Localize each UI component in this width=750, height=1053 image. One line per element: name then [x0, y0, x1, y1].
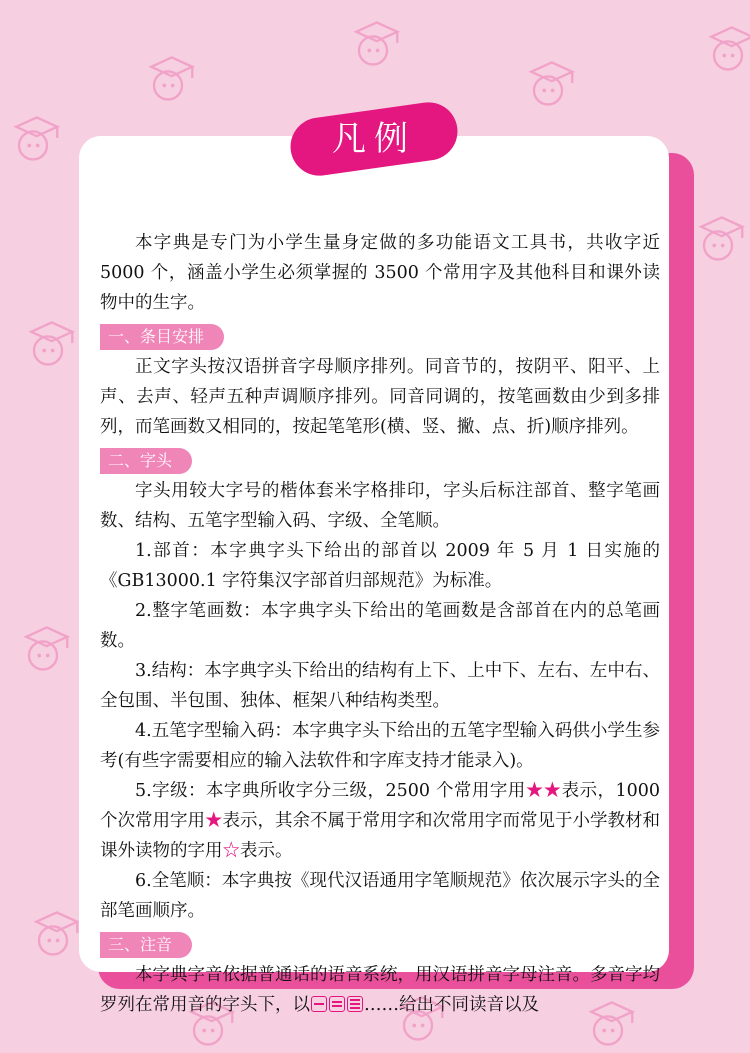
- section2-item4: 4.五笔字型输入码：本字典字头下给出的五笔字型输入码供小学生参考(有些字需要相应的输入法软件和字库支持才能录入)。: [100, 721, 660, 771]
- content-body: [100, 228, 660, 1020]
- item5-text-c: 表示，其余不属于常用字和次常用字而常见于小学教材和课外读物的字用: [100, 811, 660, 861]
- graduate-face-icon: [25, 905, 81, 961]
- item5-text-b: 表示，1000 个次常用字用: [100, 781, 661, 831]
- graduate-face-icon: [20, 315, 76, 371]
- section3-text-a: 本字典字音依据普通话的语音系统，用汉语拼音字母注音。多音字均罗列在常用音的字头下，以: [100, 965, 660, 1015]
- section2-item3: 3.结构：本字典字头下给出的结构有上下、上中下、左右、左中右、全包围、半包围、独体、框架八种结构类型。: [100, 661, 660, 711]
- reading-three-icon: [347, 996, 363, 1012]
- graduate-face-icon: [140, 50, 196, 106]
- reading-one-icon: [311, 996, 327, 1012]
- section2-item1: 1.部首：本字典字头下给出的部首以 2009 年 5 月 1 日实施的《GB13000.1 字符集汉字部首归部规范》为标准。: [100, 541, 660, 591]
- reading-two-icon: [329, 996, 345, 1012]
- graduate-face-icon: [345, 15, 401, 71]
- item5-text-d: 表示。: [240, 841, 293, 861]
- graduate-face-icon: [690, 210, 746, 266]
- section1-text: 正文字头按汉语拼音字母顺序排列。同音节的，按阴平、阳平、上声、去声、轻声五种声调顺序排列。同音同调的，按笔画数由少到多排列，而笔画数又相同的，按起笔笔形(横、竖、撇、点、折)顺序排列。: [100, 357, 660, 437]
- section2-item2: 2.整字笔画数：本字典字头下给出的笔画数是含部首在内的总笔画数。: [100, 601, 660, 651]
- section3-text: [100, 960, 660, 1020]
- section-heading-headword: 二、字头: [100, 448, 192, 474]
- graduate-face-icon: [5, 110, 61, 166]
- section2-text: 字头用较大字号的楷体套米字格排印，字头后标注部首、整字笔画数、结构、五笔字型输入码、字级、全笔顺。: [100, 481, 660, 531]
- graduate-face-icon: [520, 55, 576, 111]
- graduate-face-icon: [15, 620, 71, 676]
- section2-item6: 6.全笔顺：本字典按《现代汉语通用字笔顺规范》依次展示字头的全部笔画顺序。: [100, 871, 660, 921]
- graduate-face-icon: [700, 20, 750, 76]
- section-heading-entries: 一、条目安排: [100, 324, 224, 350]
- star-icon: ★: [205, 811, 223, 831]
- page-title: 凡例: [332, 119, 416, 159]
- item5-text-a: 5.字级：本字典所收字分三级，2500 个常用字用: [135, 781, 526, 801]
- section2-item5: [100, 776, 660, 866]
- intro-paragraph: 本字典是专门为小学生量身定做的多功能语文工具书，共收字近 5000 个，涵盖小学生必须掌握的 3500 个常用字及其他科目和课外读物中的生字。: [100, 233, 660, 313]
- hollow-star-icon: ☆: [222, 841, 240, 861]
- two-stars-icon: ★★: [525, 781, 562, 801]
- section-heading-pronunciation: 三、注音: [100, 932, 192, 958]
- section3-text-b: ……给出不同读音以及: [364, 995, 539, 1015]
